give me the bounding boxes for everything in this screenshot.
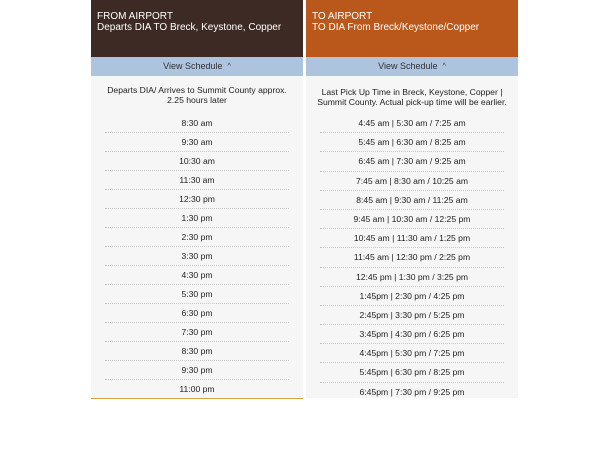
time-row: 2:45pm | 3:30 pm / 5:25 pm — [320, 306, 504, 325]
time-row: 10:30 am — [105, 152, 289, 171]
from-airport-note: Departs DIA/ Arrives to Summit County approx. 2.25 hours later — [107, 85, 287, 105]
time-row: 9:30 pm — [105, 361, 289, 380]
time-row: 4:45 am | 5:30 am / 7:25 am — [320, 114, 504, 133]
time-row: 11:30 am — [105, 171, 289, 190]
time-row: 5:30 pm — [105, 285, 289, 304]
time-row: 3:45pm | 4:30 pm / 6:25 pm — [320, 325, 504, 344]
time-row: 1:30 pm — [105, 209, 289, 228]
time-row: 5:45pm | 6:30 pm / 8:25 pm — [320, 363, 504, 382]
time-row: 9:30 am — [105, 133, 289, 152]
to-view-schedule-label: View Schedule — [378, 61, 438, 71]
time-row: 6:45pm | 7:30 pm / 9:25 pm — [359, 386, 465, 397]
to-airport-note: Last Pick Up Time in Breck, Keystone, Copper | Summit County. Actual pick-up time will be earlier. — [317, 87, 507, 107]
from-view-schedule-button[interactable] — [91, 57, 303, 76]
time-row: 9:45 am | 10:30 am / 12:25 pm — [320, 210, 504, 229]
time-row: 7:45 am | 8:30 am / 10:25 am — [320, 172, 504, 191]
from-airport-subtitle: Departs DIA TO Breck, Keystone, Copper — [97, 22, 282, 33]
from-airport-title: FROM AIRPORT — [97, 11, 173, 22]
time-row: 2:30 pm — [105, 228, 289, 247]
time-row: 12:45 pm | 1:30 pm / 3:25 pm — [320, 268, 504, 287]
to-airport-panel — [306, 0, 518, 398]
to-airport-header — [306, 0, 518, 57]
to-view-schedule-button[interactable] — [306, 57, 518, 76]
time-row: 12:30 pm — [105, 190, 289, 209]
time-row: 8:30 am — [105, 114, 289, 133]
time-row: 11:45 am | 12:30 pm / 2:25 pm — [320, 248, 504, 267]
from-times-list — [105, 114, 289, 399]
time-row: 1:45pm | 2:30 pm / 4:25 pm — [320, 287, 504, 306]
time-row: 3:30 pm — [105, 247, 289, 266]
to-airport-subtitle: TO DIA From Breck/Keystone/Copper — [312, 22, 480, 33]
time-row: 4:45pm | 5:30 pm / 7:25 pm — [320, 344, 504, 363]
time-row: 4:30 pm — [105, 266, 289, 285]
from-view-schedule-label: View Schedule — [163, 61, 223, 71]
time-row: 11:00 pm — [179, 384, 215, 394]
to-airport-title: TO AIRPORT — [312, 11, 373, 22]
chevron-up-icon: ^ — [442, 63, 446, 70]
chevron-up-icon: ^ — [227, 63, 231, 70]
time-row: 8:30 pm — [105, 342, 289, 361]
to-times-list — [320, 114, 504, 402]
from-airport-header — [91, 0, 303, 57]
time-row: 5:45 am | 6:30 am / 8:25 am — [320, 133, 504, 152]
from-airport-panel — [91, 0, 303, 399]
time-row: 10:45 am | 11:30 am / 1:25 pm — [320, 229, 504, 248]
time-row: 6:45 am | 7:30 am / 9:25 am — [320, 152, 504, 171]
time-row: 6:30 pm — [105, 304, 289, 323]
time-row: 7:30 pm — [105, 323, 289, 342]
time-row: 8:45 am | 9:30 am / 11:25 am — [320, 191, 504, 210]
